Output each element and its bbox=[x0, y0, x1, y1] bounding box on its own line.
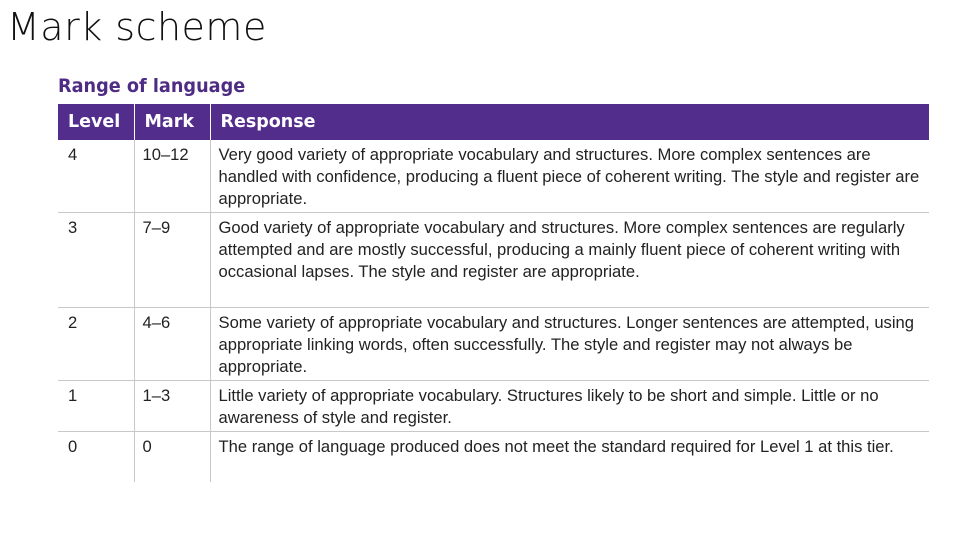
slide-title: Mark scheme bbox=[7, 5, 267, 49]
table-row bbox=[58, 381, 929, 432]
mark-cell: 1–3 bbox=[134, 381, 210, 432]
response-cell: Some variety of appropriate vocabulary and structures. Longer sentences are attempted, using appropriate linking words, often successfully. The style and register may not always be appropriate. bbox=[210, 308, 929, 381]
level-cell: 0 bbox=[68, 437, 78, 456]
header-level: Level bbox=[58, 104, 134, 140]
header-mark: Mark bbox=[134, 104, 210, 140]
mark-scheme-table bbox=[58, 104, 929, 482]
level-cell: 2 bbox=[58, 308, 134, 381]
table-row bbox=[58, 432, 929, 483]
table-row bbox=[58, 213, 929, 308]
mark-cell: 4–6 bbox=[134, 308, 210, 381]
table-body bbox=[58, 140, 929, 482]
response-cell: Little variety of appropriate vocabulary. Structures likely to be short and simple. Little or no awareness of style and register. bbox=[210, 381, 929, 432]
table-header bbox=[58, 104, 929, 140]
level-cell: 3 bbox=[58, 213, 134, 308]
mark-cell: 10–12 bbox=[134, 140, 210, 213]
level-cell: 4 bbox=[58, 140, 134, 213]
mark-cell: 0 bbox=[134, 432, 210, 483]
response-cell: The range of language produced does not meet the standard required for Level 1 at this tier. bbox=[210, 432, 929, 483]
table-row bbox=[58, 308, 929, 381]
mark-cell: 7–9 bbox=[134, 213, 210, 308]
header-row bbox=[58, 104, 929, 140]
response-cell: Good variety of appropriate vocabulary and structures. More complex sentences are regularly attempted and are mostly successful, producing a mainly fluent piece of coherent writing with occasional lapses. The style and register are appropriate. bbox=[210, 213, 929, 308]
level-cell: 1 bbox=[58, 381, 134, 432]
section-heading: Range of language bbox=[58, 75, 246, 97]
table-row bbox=[58, 140, 929, 213]
header-response: Response bbox=[210, 104, 929, 140]
response-cell: Very good variety of appropriate vocabulary and structures. More complex sentences are handled with confidence, producing a fluent piece of coherent writing. The style and register are appropriate. bbox=[210, 140, 929, 213]
